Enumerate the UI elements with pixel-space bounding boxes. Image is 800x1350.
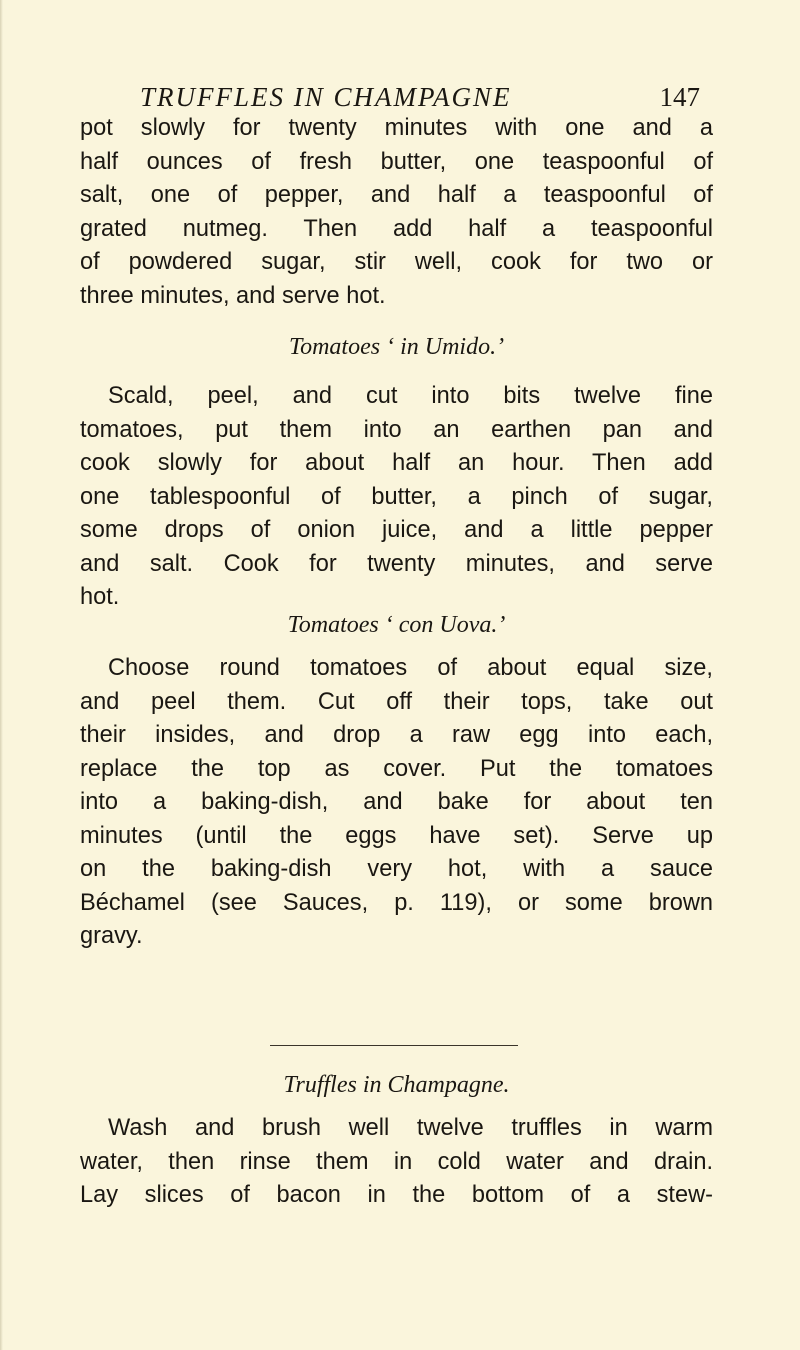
heading-subtitle: ‘ in Umido.’ [386, 334, 505, 360]
text-line: pot slowly for twenty minutes with one and a [80, 115, 713, 141]
text-line: grated nutmeg. Then add half a teaspoonful [80, 215, 713, 242]
text-line: and peel them. Cut off their tops, take out [80, 688, 713, 715]
text-line: Béchamel (see Sauces, p. 119), or some brown [80, 889, 713, 916]
page-edge [0, 0, 3, 1350]
text-line: and salt. Cook for twenty minutes, and serve [80, 550, 713, 577]
text-line: salt, one of pepper, and half a teaspoonful of [80, 182, 713, 208]
heading-title: Tomatoes [287, 612, 379, 638]
text-line: Scald, peel, and cut into bits twelve fine [108, 383, 713, 409]
text-line: tomatoes, put them into an earthen pan and [80, 416, 713, 443]
text-line: hot. [80, 584, 120, 610]
text-line: Choose round tomatoes of about equal size, [108, 655, 713, 681]
recipe-heading-truffles-in-champagne [80, 1068, 713, 1102]
text-line: into a baking-dish, and bake for about ten [80, 789, 713, 815]
recipe-body-truffles-in-champagne [80, 1112, 713, 1213]
text-line: on the baking-dish very hot, with a sauce [80, 856, 713, 882]
recipe-heading-tomatoes-con-uova [80, 608, 713, 642]
text-line: three minutes, and serve hot. [80, 282, 386, 309]
recipe-body-tomatoes-con-uova [80, 652, 713, 954]
text-line: some drops of onion juice, and a little pepper [80, 517, 713, 543]
text-line: minutes (until the eggs have set). Serve up [80, 822, 713, 849]
text-line: Lay slices of bacon in the bottom of a stew- [80, 1182, 713, 1208]
heading-subtitle: ‘ con Uova.’ [384, 612, 506, 638]
continued-paragraph [80, 112, 713, 313]
text-line: Wash and brush well twelve truffles in warm [108, 1115, 713, 1141]
text-line: of powdered sugar, stir well, cook for two or [80, 249, 713, 275]
text-line: one tablespoonful of butter, a pinch of sugar, [80, 483, 713, 510]
page-number: 147 [659, 82, 700, 112]
text-line: their insides, and drop a raw egg into each, [80, 722, 713, 748]
text-line: replace the top as cover. Put the tomatoes [80, 755, 713, 782]
text-line: half ounces of fresh butter, one teaspoonful of [80, 148, 713, 175]
heading-title: Tomatoes [288, 334, 381, 360]
recipe-heading-tomatoes-in-umido [80, 330, 713, 364]
section-divider [270, 1045, 518, 1046]
text-line: water, then rinse them in cold water and drain. [80, 1148, 713, 1175]
running-head-title: TRUFFLES IN CHAMPAGNE [140, 82, 512, 112]
text-line: gravy. [80, 923, 143, 949]
heading-title: Truffles in Champagne. [283, 1072, 510, 1098]
text-line: cook slowly for about half an hour. Then add [80, 450, 713, 476]
recipe-body-tomatoes-in-umido [80, 380, 713, 615]
